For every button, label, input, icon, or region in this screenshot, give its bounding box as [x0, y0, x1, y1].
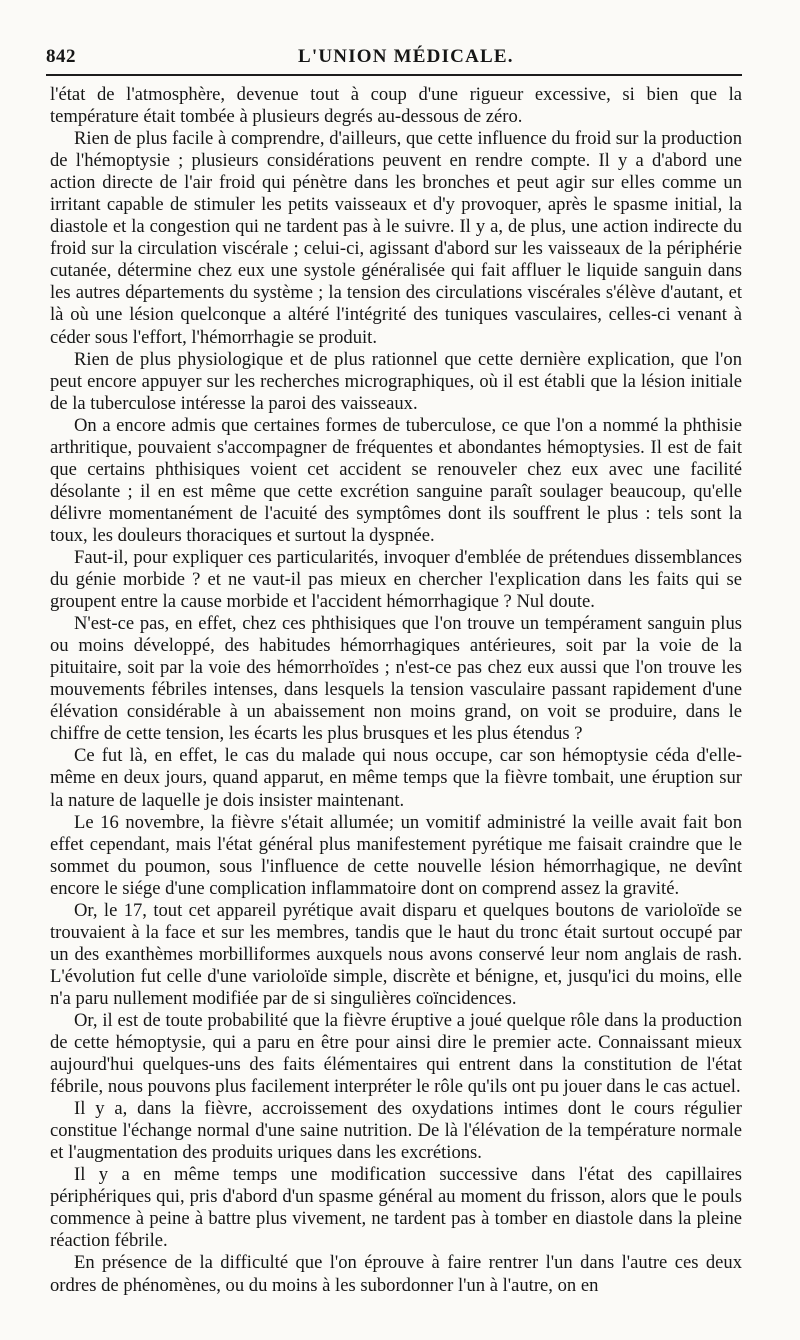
page-number: 842: [46, 46, 76, 67]
paragraph: Ce fut là, en effet, le cas du malade qui nous occupe, car son hémoptysie céda d'elle-même en deux jours, quand apparut, en même temps que la fièvre tombait, une éruption sur la nature de laquelle je dois insister maintenant.: [50, 745, 742, 811]
header-rule: [46, 74, 742, 76]
paragraph: Or, il est de toute probabilité que la fièvre éruptive a joué quelque rôle dans la production de cette hémoptysie, qui a paru en être pour ainsi dire le premier acte. Connaissant mieux aujourd'hui quelques-uns des faits élémentaires qui entrent dans la constitution de l'état fébrile, nous pouvons plus facilement interpréter le rôle qu'ils ont pu jouer dans le cas actuel.: [50, 1009, 742, 1098]
paragraph: Or, le 17, tout cet appareil pyrétique avait disparu et quelques boutons de varioloïde se trouvaient à la face et sur les membres, tandis que le haut du tronc était surtout occupé par un des exanthèmes morbilliformes auxquels nous avons conservé leur nom anglais de rash. L'évolution fut celle d'une varioloïde simple, discrète et bénigne, et, jusqu'ici du moins, elle n'a paru nullement modifiée par de si singulières coïncidences.: [50, 899, 742, 1009]
paragraph: Faut-il, pour expliquer ces particularités, invoquer d'emblée de prétendues dissemblances du génie morbide ? et ne vaut-il pas mieux en chercher l'explication dans les faits qui se groupent entre la cause morbide et l'accident hémorrhagique ? Nul doute.: [50, 546, 742, 613]
running-title: L'UNION MÉDICALE.: [298, 46, 514, 67]
paragraph: On a encore admis que certaines formes de tuberculose, ce que l'on a nommé la phthisie arthritique, pouvaient s'accompagner de fréquentes et abondantes hémoptysies. Il est de fait que certains phthisiques voient cet accident se renouveler chez eux avec une facilité désolante ; il en est même que cette excrétion sanguine paraît soulager beaucoup, qu'elle délivre momentanément de l'acuité des symptômes dont ils souffrent le plus : tels sont la toux, les douleurs thoraciques et surtout la dyspnée.: [50, 414, 742, 546]
paragraph: Il y a en même temps une modification successive dans l'état des capillaires périphériques qui, pris d'abord d'un spasme général au moment du frisson, alors que le pouls commence à peine à battre plus vivement, ne tardent pas à tomber en diastole dans la pleine réaction fébrile.: [50, 1164, 742, 1252]
paragraph-truncated: En présence de la difficulté que l'on éprouve à faire rentrer l'un dans l'autre ces deux ordres de phénomènes, ou du moins à les subordonner l'un à l'autre, on en: [50, 1252, 742, 1296]
paragraph: Rien de plus physiologique et de plus rationnel que cette dernière explication, que l'on peut encore appuyer sur les recherches micrographiques, où il est établi que la lésion initiale de la tuberculose intéresse la paroi des vaisseaux.: [50, 348, 742, 414]
paragraph: N'est-ce pas, en effet, chez ces phthisiques que l'on trouve un tempérament sanguin plus ou moins développé, des habitudes hémorrhagiques antérieures, soit par la voie de la pituitaire, soit par la voie des hémorrhoïdes ; n'est-ce pas chez eux aussi que l'on trouve les mouvements fébriles intenses, dans lesquels la tension vasculaire passant rapidement d'une élévation considérable à un abaissement non moins grand, on voit se produire, dans le chiffre de cette tension, les écarts les plus brusques et les plus étendus ?: [50, 613, 742, 745]
paragraph: Il y a, dans la fièvre, accroissement des oxydations intimes dont le cours régulier constitue l'échange normal d'une saine nutrition. De là l'élévation de la température normale et l'augmentation des produits uriques dans les excrétions.: [50, 1098, 742, 1164]
paragraph: Rien de plus facile à comprendre, d'ailleurs, que cette influence du froid sur la production de l'hémoptysie ; plusieurs considérations peuvent en rendre compte. Il y a d'abord une action directe de l'air froid qui pénètre dans les bronches et peut agir sur elles comme un irritant capable de stimuler les petits vaisseaux et d'y provoquer, après le spasme initial, la diastole et la congestion qui ne tardent pas à le suivre. Il y a, de plus, une action indirecte du froid sur la circulation viscérale ; celui-ci, agissant d'abord sur les vaisseaux de la périphérie cutanée, détermine chez eux une systole généralisée qui fait affluer le liquide sanguin dans les autres départements du système ; la tension des circulations viscérales s'élève d'autant, et là où une lésion quelconque a altéré l'intégrité des tuniques vasculaires, celles-ci venant à céder sous l'effort, l'hémorrhagie se produit.: [50, 128, 742, 348]
article-body: [50, 84, 742, 1297]
page-header: [46, 44, 746, 74]
paragraph: Le 16 novembre, la fièvre s'était allumée; un vomitif administré la veille avait fait bon effet cependant, mais l'état général plus manifestement pyrétique me faisait craindre que le sommet du poumon, sous l'influence de cette nouvelle lésion hémorrhagique, ne devînt encore le siége d'une complication inflammatoire dont on comprend assez la gravité.: [50, 811, 742, 899]
paragraph-continuation: l'état de l'atmosphère, devenue tout à coup d'une rigueur excessive, si bien que la température était tombée à plusieurs degrés au-dessous de zéro.: [50, 84, 742, 128]
